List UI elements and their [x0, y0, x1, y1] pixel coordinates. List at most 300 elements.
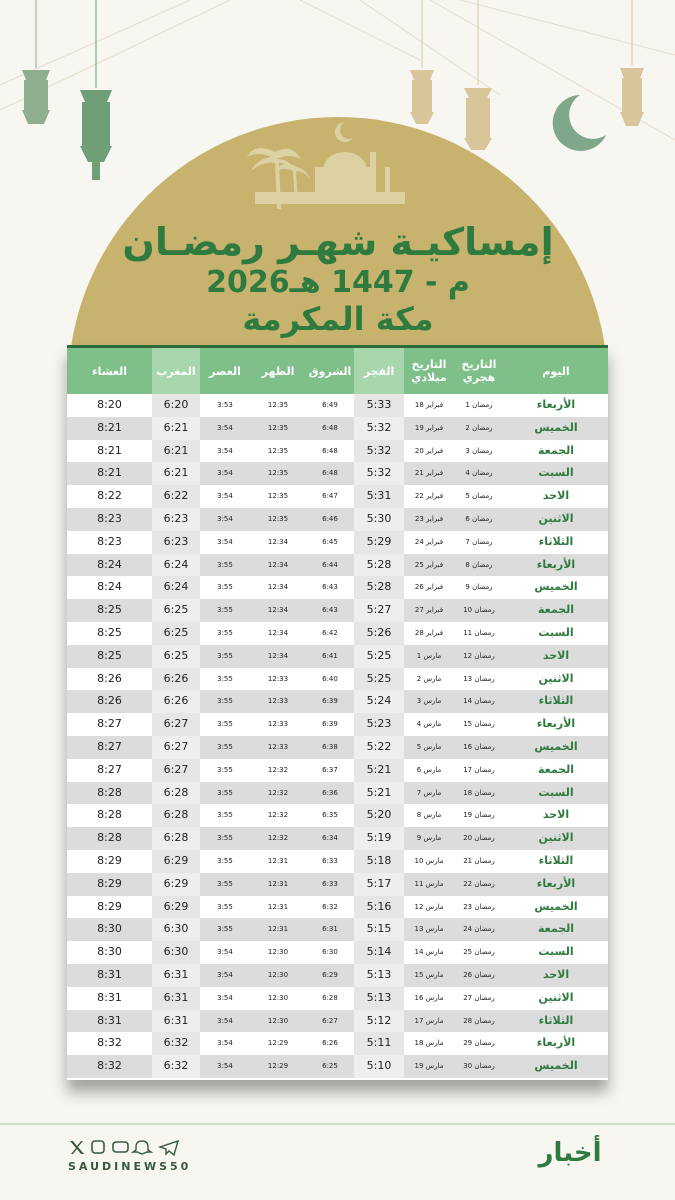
cell-fajr: 5:26	[354, 622, 404, 645]
cell-dhuhr: 12:30	[267, 1016, 289, 1025]
cell-isha: 8:28	[97, 785, 122, 799]
table-row	[67, 850, 608, 873]
cell-dhuhr: 12:32	[267, 765, 289, 774]
cell-greg: 23 فبراير	[414, 514, 444, 523]
cell-sunrise: 6:37	[322, 765, 338, 774]
cell-fajr: 5:18	[354, 850, 404, 873]
cell-fajr: 5:16	[354, 896, 404, 919]
cell-sunrise: 6:34	[322, 834, 338, 843]
cell-day: الثلاثاء	[538, 1013, 574, 1027]
cell-sunrise: 6:41	[322, 651, 338, 660]
cell-hijri: 5 رمضان	[465, 492, 493, 501]
cell-day: الجمعة	[537, 762, 575, 776]
cell-day: الاثنين	[538, 671, 574, 685]
cell-asr: 3:54	[217, 970, 233, 979]
imsakia-table	[67, 345, 608, 1080]
cell-sunrise: 6:32	[322, 902, 338, 911]
cell-day: الاحد	[542, 648, 570, 662]
cell-maghrib: 6:31	[152, 987, 200, 1010]
col-dhuhr: الظهر	[261, 364, 295, 378]
cell-fajr: 5:14	[354, 941, 404, 964]
cell-greg: 8 مارس	[416, 811, 442, 820]
cell-isha: 8:20	[97, 398, 122, 411]
table-row	[67, 896, 608, 919]
social-handle: SAUDINEWS50	[68, 1160, 192, 1173]
cell-day: الاحد	[542, 808, 570, 822]
cell-isha: 8:25	[97, 625, 122, 639]
cell-fajr: 5:22	[354, 736, 404, 759]
cell-maghrib: 6:28	[152, 782, 200, 805]
cell-day: الثلاثاء	[538, 694, 574, 708]
cell-hijri: 1 رمضان	[465, 401, 493, 409]
cell-fajr: 5:15	[354, 918, 404, 941]
table-row	[67, 576, 608, 599]
cell-sunrise: 6:39	[322, 720, 338, 729]
cell-asr: 3:54	[217, 948, 233, 957]
cell-fajr: 5:33	[354, 394, 404, 417]
cell-day: الثلاثاء	[538, 534, 574, 548]
cell-asr: 3:54	[217, 446, 233, 455]
cell-hijri: 13 رمضان	[463, 674, 495, 683]
cell-hijri: 12 رمضان	[463, 651, 495, 660]
cell-sunrise: 6:36	[322, 788, 338, 797]
cell-asr: 3:55	[217, 788, 233, 797]
cell-greg: 25 فبراير	[414, 560, 444, 569]
cell-hijri: 20 رمضان	[463, 834, 495, 843]
cell-fajr: 5:29	[354, 531, 404, 554]
cell-hijri: 21 رمضان	[463, 856, 495, 865]
cell-maghrib: 6:24	[152, 554, 200, 577]
table-row	[67, 485, 608, 508]
cell-maghrib: 6:27	[152, 736, 200, 759]
cell-greg: 22 فبراير	[414, 492, 444, 501]
cell-dhuhr: 12:30	[267, 970, 289, 979]
cell-maghrib: 6:30	[152, 918, 200, 941]
cell-hijri: 15 رمضان	[463, 720, 495, 729]
youtube-icon	[113, 1142, 128, 1152]
cell-hijri: 3 رمضان	[465, 446, 493, 455]
cell-hijri: 7 رمضان	[465, 537, 493, 546]
cell-maghrib: 6:31	[152, 1010, 200, 1033]
cell-sunrise: 6:25	[322, 1062, 338, 1071]
cell-fajr: 5:20	[354, 804, 404, 827]
cell-isha: 8:27	[97, 739, 122, 753]
cell-maghrib: 6:32	[152, 1032, 200, 1055]
cell-hijri: 6 رمضان	[465, 514, 493, 523]
cell-greg: 27 فبراير	[414, 606, 444, 615]
table-row	[67, 987, 608, 1010]
cell-fajr: 5:10	[354, 1055, 404, 1078]
cell-day: الخميس	[534, 420, 578, 434]
cell-greg: 16 مارس	[414, 993, 444, 1002]
cell-dhuhr: 12:34	[267, 583, 289, 592]
snapchat-icon	[133, 1141, 151, 1154]
cell-hijri: 8 رمضان	[465, 560, 493, 569]
cell-asr: 3:55	[217, 742, 233, 751]
cell-dhuhr: 12:34	[267, 560, 289, 569]
cell-day: الاثنين	[538, 990, 574, 1004]
table-row	[67, 394, 608, 417]
cell-maghrib: 6:29	[152, 850, 200, 873]
cell-day: الخميس	[534, 1059, 578, 1073]
cell-day: الأربعاء	[536, 717, 576, 731]
cell-greg: 7 مارس	[416, 788, 442, 797]
cell-sunrise: 6:31	[322, 925, 338, 934]
cell-hijri: 17 رمضان	[463, 765, 495, 774]
cell-dhuhr: 12:34	[267, 537, 289, 546]
cell-asr: 3:55	[217, 583, 233, 592]
cell-maghrib: 6:21	[152, 440, 200, 463]
cell-asr: 3:54	[217, 1016, 233, 1025]
cell-dhuhr: 12:35	[267, 492, 289, 501]
akhbar-logo	[532, 1138, 608, 1182]
cell-asr: 3:54	[217, 537, 233, 546]
cell-maghrib: 6:26	[152, 668, 200, 691]
cell-greg: 4 مارس	[416, 720, 442, 729]
cell-dhuhr: 12:31	[267, 856, 289, 865]
col-isha: العشاء	[91, 364, 128, 378]
cell-day: الجمعة	[537, 603, 575, 617]
cell-maghrib: 6:25	[152, 599, 200, 622]
cell-isha: 8:27	[97, 717, 122, 731]
cell-hijri: 19 رمضان	[463, 811, 495, 820]
cell-sunrise: 6:27	[322, 1016, 338, 1025]
cell-fajr: 5:13	[354, 964, 404, 987]
cell-day: الاثنين	[538, 511, 574, 525]
cell-day: الأربعاء	[536, 876, 576, 890]
cell-sunrise: 6:26	[322, 1039, 338, 1048]
cell-day: الثلاثاء	[538, 853, 574, 867]
cell-fajr: 5:23	[354, 713, 404, 736]
table-row	[67, 759, 608, 782]
table-row	[67, 713, 608, 736]
table-row	[67, 622, 608, 645]
cell-sunrise: 6:42	[322, 628, 338, 637]
cell-isha: 8:31	[97, 967, 122, 981]
cell-day: الجمعة	[537, 922, 575, 936]
cell-asr: 3:54	[217, 514, 233, 523]
city-title: مكة المكرمة	[242, 300, 434, 338]
logo-text: أخبار	[538, 1138, 602, 1168]
table-row	[67, 804, 608, 827]
col-fajr: الفجر	[354, 348, 404, 394]
cell-dhuhr: 12:34	[267, 651, 289, 660]
cell-isha: 8:32	[97, 1059, 122, 1073]
cell-asr: 3:55	[217, 674, 233, 683]
cell-greg: 11 مارس	[414, 879, 444, 888]
cell-isha: 8:30	[97, 945, 122, 959]
cell-hijri: 18 رمضان	[463, 788, 495, 797]
cell-isha: 8:28	[97, 808, 122, 822]
cell-greg: 15 مارس	[414, 970, 444, 979]
cell-sunrise: 6:43	[322, 583, 338, 592]
cell-day: الأربعاء	[536, 398, 576, 411]
instagram-icon	[92, 1141, 104, 1153]
table-row	[67, 645, 608, 668]
table-row	[67, 462, 608, 485]
cell-dhuhr: 12:29	[267, 1062, 289, 1071]
cell-greg: 24 فبراير	[414, 537, 444, 546]
cell-fajr: 5:28	[354, 576, 404, 599]
cell-dhuhr: 12:30	[267, 993, 289, 1002]
cell-isha: 8:31	[97, 1013, 122, 1027]
cell-fajr: 5:11	[354, 1032, 404, 1055]
col-gregorian: التاريخ ميلادي	[411, 358, 447, 384]
cell-maghrib: 6:23	[152, 531, 200, 554]
cell-asr: 3:55	[217, 856, 233, 865]
cell-dhuhr: 12:33	[267, 742, 289, 751]
cell-greg: 18 مارس	[414, 1039, 444, 1048]
cell-greg: 12 مارس	[414, 902, 444, 911]
cell-fajr: 5:28	[354, 554, 404, 577]
cell-hijri: 30 رمضان	[463, 1062, 495, 1071]
cell-asr: 3:55	[217, 902, 233, 911]
col-day: اليوم	[542, 364, 570, 378]
cell-isha: 8:21	[97, 443, 122, 457]
cell-maghrib: 6:24	[152, 576, 200, 599]
cell-asr: 3:55	[217, 720, 233, 729]
table-header	[67, 345, 608, 394]
cell-day: الأربعاء	[536, 1036, 576, 1050]
cell-hijri: 26 رمضان	[463, 970, 495, 979]
cell-greg: 19 مارس	[414, 1062, 444, 1071]
year-subtitle: 2026م - 1447 هـ	[206, 265, 470, 300]
cell-asr: 3:55	[217, 560, 233, 569]
cell-sunrise: 6:38	[322, 742, 338, 751]
cell-isha: 8:23	[97, 511, 122, 525]
cell-dhuhr: 12:35	[267, 469, 289, 478]
cell-isha: 8:24	[97, 557, 122, 571]
cell-isha: 8:31	[97, 990, 122, 1004]
cell-maghrib: 6:30	[152, 941, 200, 964]
cell-dhuhr: 12:35	[267, 514, 289, 523]
cell-sunrise: 6:48	[322, 446, 338, 455]
cell-isha: 8:24	[97, 580, 122, 594]
cell-maghrib: 6:23	[152, 508, 200, 531]
table-row	[67, 941, 608, 964]
cell-asr: 3:54	[217, 1062, 233, 1071]
cell-isha: 8:32	[97, 1036, 122, 1050]
cell-isha: 8:30	[97, 922, 122, 936]
table-row	[67, 690, 608, 713]
cell-dhuhr: 12:34	[267, 606, 289, 615]
cell-sunrise: 6:47	[322, 492, 338, 501]
cell-greg: 6 مارس	[416, 765, 442, 774]
cell-dhuhr: 12:33	[267, 720, 289, 729]
cell-maghrib: 6:29	[152, 873, 200, 896]
cell-isha: 8:25	[97, 603, 122, 617]
cell-sunrise: 6:33	[322, 879, 338, 888]
cell-greg: 1 مارس	[416, 651, 442, 660]
cell-isha: 8:28	[97, 831, 122, 845]
cell-greg: 26 فبراير	[414, 583, 444, 592]
table-row	[67, 1010, 608, 1033]
cell-asr: 3:54	[217, 492, 233, 501]
cell-maghrib: 6:22	[152, 485, 200, 508]
cell-asr: 3:55	[217, 925, 233, 934]
cell-sunrise: 6:29	[322, 970, 338, 979]
cell-fajr: 5:19	[354, 827, 404, 850]
cell-greg: 5 مارس	[416, 742, 442, 751]
cell-dhuhr: 12:31	[267, 925, 289, 934]
footer-divider	[0, 1123, 675, 1125]
cell-sunrise: 6:35	[322, 811, 338, 820]
cell-isha: 8:25	[97, 648, 122, 662]
cell-fajr: 5:21	[354, 782, 404, 805]
cell-fajr: 5:12	[354, 1010, 404, 1033]
cell-sunrise: 6:48	[322, 469, 338, 478]
col-maghrib: المغرب	[152, 348, 200, 394]
cell-hijri: 25 رمضان	[463, 948, 495, 957]
cell-maghrib: 6:21	[152, 462, 200, 485]
cell-hijri: 27 رمضان	[463, 993, 495, 1002]
table-row	[67, 531, 608, 554]
cell-day: الاحد	[542, 489, 570, 503]
cell-asr: 3:53	[217, 401, 233, 409]
cell-sunrise: 6:44	[322, 560, 338, 569]
cell-asr: 3:55	[217, 628, 233, 637]
cell-asr: 3:54	[217, 469, 233, 478]
cell-day: السبت	[538, 625, 574, 639]
cell-greg: 28 فبراير	[414, 628, 444, 637]
cell-maghrib: 6:27	[152, 713, 200, 736]
cell-asr: 3:54	[217, 993, 233, 1002]
cell-maghrib: 6:27	[152, 759, 200, 782]
cell-isha: 8:27	[97, 762, 122, 776]
cell-day: الاحد	[542, 967, 570, 981]
table-row	[67, 736, 608, 759]
cell-fajr: 5:32	[354, 417, 404, 440]
cell-greg: 19 فبراير	[414, 423, 444, 432]
cell-maghrib: 6:29	[152, 896, 200, 919]
cell-isha: 8:21	[97, 420, 122, 434]
cell-isha: 8:26	[97, 694, 122, 708]
cell-hijri: 24 رمضان	[463, 925, 495, 934]
cell-fajr: 5:25	[354, 645, 404, 668]
cell-dhuhr: 12:29	[267, 1039, 289, 1048]
cell-sunrise: 6:46	[322, 514, 338, 523]
cell-asr: 3:54	[217, 423, 233, 432]
cell-maghrib: 6:20	[152, 394, 200, 417]
cell-isha: 8:21	[97, 466, 122, 480]
cell-day: السبت	[538, 945, 574, 959]
table-row	[67, 508, 608, 531]
cell-day: الخميس	[534, 739, 578, 753]
page-title: إمساكيـة شهـر رمضـان	[122, 220, 554, 264]
cell-day: الأربعاء	[536, 557, 576, 571]
cell-maghrib: 6:26	[152, 690, 200, 713]
cell-greg: 14 مارس	[414, 948, 444, 957]
cell-sunrise: 6:45	[322, 537, 338, 546]
cell-dhuhr: 12:32	[267, 788, 289, 797]
table-row	[67, 964, 608, 987]
cell-fajr: 5:31	[354, 485, 404, 508]
cell-asr: 3:55	[217, 765, 233, 774]
table-row	[67, 827, 608, 850]
cell-day: السبت	[538, 466, 574, 480]
cell-fajr: 5:13	[354, 987, 404, 1010]
cell-greg: 21 فبراير	[414, 469, 444, 478]
cell-fajr: 5:32	[354, 462, 404, 485]
cell-isha: 8:26	[97, 671, 122, 685]
table-row	[67, 417, 608, 440]
cell-sunrise: 6:33	[322, 856, 338, 865]
cell-maghrib: 6:25	[152, 622, 200, 645]
cell-dhuhr: 12:30	[267, 948, 289, 957]
cell-greg: 18 فبراير	[414, 401, 444, 409]
cell-greg: 3 مارس	[416, 697, 442, 706]
cell-maghrib: 6:32	[152, 1055, 200, 1078]
mosque-palm-icon	[245, 112, 415, 212]
cell-greg: 2 مارس	[416, 674, 442, 683]
cell-hijri: 10 رمضان	[463, 606, 495, 615]
cell-isha: 8:29	[97, 876, 122, 890]
cell-isha: 8:22	[97, 489, 122, 503]
cell-maghrib: 6:28	[152, 827, 200, 850]
cell-dhuhr: 12:35	[267, 423, 289, 432]
cell-asr: 3:55	[217, 811, 233, 820]
col-sunrise: الشروق	[308, 364, 352, 378]
cell-day: الجمعة	[537, 443, 575, 457]
cell-fajr: 5:17	[354, 873, 404, 896]
cell-dhuhr: 12:35	[267, 401, 289, 409]
cell-hijri: 9 رمضان	[465, 583, 493, 592]
cell-asr: 3:55	[217, 697, 233, 706]
cell-maghrib: 6:25	[152, 645, 200, 668]
cell-day: السبت	[538, 785, 574, 799]
cell-day: الاثنين	[538, 831, 574, 845]
cell-dhuhr: 12:33	[267, 697, 289, 706]
table-row	[67, 554, 608, 577]
cell-sunrise: 6:40	[322, 674, 338, 683]
cell-asr: 3:55	[217, 606, 233, 615]
telegram-icon	[160, 1141, 178, 1155]
cell-greg: 17 مارس	[414, 1016, 444, 1025]
cell-asr: 3:55	[217, 879, 233, 888]
cell-isha: 8:29	[97, 853, 122, 867]
cell-hijri: 29 رمضان	[463, 1039, 495, 1048]
cell-sunrise: 6:39	[322, 697, 338, 706]
social-icons	[68, 1138, 186, 1156]
cell-day: الخميس	[534, 580, 578, 594]
cell-greg: 20 فبراير	[414, 446, 444, 455]
cell-fajr: 5:21	[354, 759, 404, 782]
table-row	[67, 1032, 608, 1055]
cell-maghrib: 6:28	[152, 804, 200, 827]
cell-dhuhr: 12:32	[267, 834, 289, 843]
cell-maghrib: 6:31	[152, 964, 200, 987]
table-row	[67, 782, 608, 805]
table-row	[67, 668, 608, 691]
x-icon	[70, 1141, 84, 1154]
cell-sunrise: 6:43	[322, 606, 338, 615]
cell-fajr: 5:30	[354, 508, 404, 531]
cell-sunrise: 6:28	[322, 993, 338, 1002]
cell-dhuhr: 12:31	[267, 902, 289, 911]
cell-hijri: 2 رمضان	[465, 423, 493, 432]
col-asr: العصر	[209, 364, 241, 378]
cell-hijri: 14 رمضان	[463, 697, 495, 706]
cell-dhuhr: 12:33	[267, 674, 289, 683]
cell-dhuhr: 12:34	[267, 628, 289, 637]
cell-sunrise: 6:48	[322, 423, 338, 432]
cell-dhuhr: 12:32	[267, 811, 289, 820]
cell-isha: 8:29	[97, 899, 122, 913]
cell-fajr: 5:25	[354, 668, 404, 691]
cell-fajr: 5:27	[354, 599, 404, 622]
table-body	[67, 394, 608, 1078]
table-row	[67, 873, 608, 896]
